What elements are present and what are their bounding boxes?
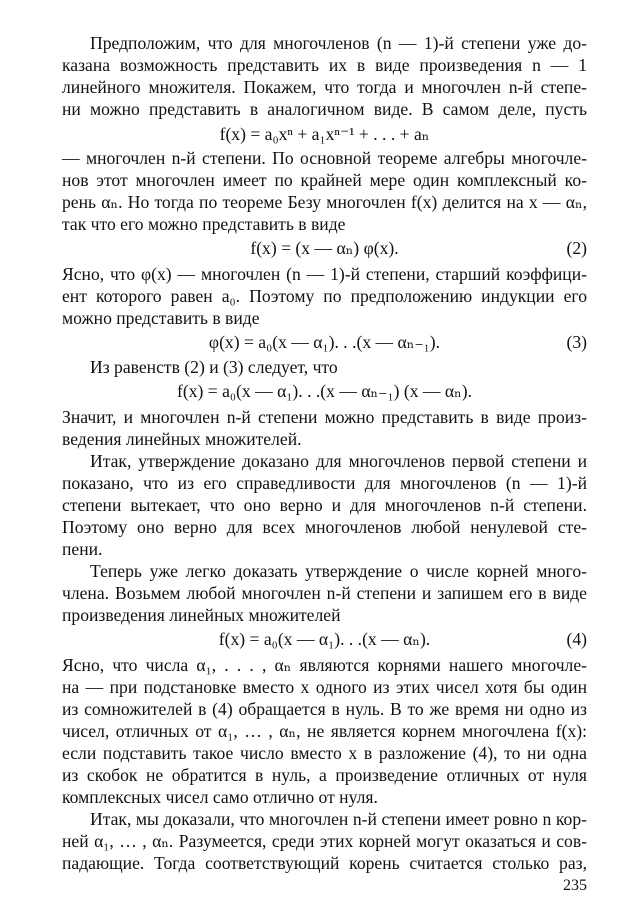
formula-polynomial: f(x) = a₀xⁿ + a₁xⁿ⁻¹ + . . . + aₙ — [219, 124, 430, 144]
text-line: чисел, отличных от α₁, … , αₙ, не является корнем многочлена f(x): — [62, 721, 587, 741]
text-line: комплексных чисел само отлично от нуля. — [62, 787, 378, 807]
text-line: Ясно, что числа α₁, . . . , αₙ являются корнями нашего многочле- — [62, 655, 587, 675]
text-line: Поэтому оно верно для всех многочленов любой ненулевой сте- — [62, 517, 587, 537]
text-line: ни можно представить в аналогичном виде. В самом деле, пусть — [62, 99, 587, 119]
text-line: Ясно, что φ(x) — многочлен (n — 1)-й степени, старший коэффици- — [62, 264, 587, 284]
formula-3: φ(x) = a₀(x — α₁). . .(x — αₙ₋₁). — [208, 332, 441, 352]
formula-product: f(x) = a₀(x — α₁). . .(x — αₙ₋₁) (x — αₙ). — [177, 381, 472, 401]
text-line: — многочлен n-й степени. По основной теореме алгебры многочле- — [62, 148, 587, 168]
text-line: ведения линейных множителей. — [62, 429, 302, 449]
text-line: Из равенств (2) и (3) следует, что — [90, 357, 338, 377]
equation-number-2: (2) — [566, 238, 587, 258]
text-line: Значит, и многочлен n-й степени можно представить в виде произ- — [62, 407, 587, 427]
text-line: из скобок не обратится в нуль, а произведение отличных от нуля — [62, 765, 587, 785]
text-line: Итак, мы доказали, что многочлен n-й степени имеет ровно n кор- — [90, 809, 587, 829]
text-line: нов этот многочлен имеет по крайней мере один комплексный ко- — [62, 170, 587, 190]
page-number: 235 — [563, 877, 587, 894]
formula-4: f(x) = a₀(x — α₁). . .(x — αₙ). — [218, 629, 431, 649]
text-line: Предположим, что для многочленов (n — 1)-й степени уже до- — [90, 33, 587, 53]
text-line: если подставить такое число вместо x в разложение (4), то ни одна — [62, 743, 587, 763]
text-line: из сомножителей в (4) обращается в нуль. В то же время ни одно из — [62, 699, 587, 719]
text-line: пени. — [62, 539, 103, 559]
equation-number-3: (3) — [566, 332, 587, 352]
text-line: так что его можно представить в виде — [62, 214, 346, 234]
formula-2: f(x) = (x — αₙ) φ(x). — [250, 238, 399, 258]
text-line: Теперь уже легко доказать утверждение о числе корней много- — [90, 561, 587, 581]
equation-number-4: (4) — [566, 629, 587, 649]
text-line: можно представить в виде — [62, 308, 260, 328]
text-line: показано, что из его справедливости для многочленов (n — 1)-й — [62, 473, 587, 493]
text-line: падающие. Тогда соответствующий корень считается столько раз, — [62, 853, 587, 873]
text-line: Итак, утверждение доказано для многочленов первой степени и — [90, 451, 587, 471]
text-line: ент которого равен a₀. Поэтому по предположению индукции его — [62, 286, 587, 306]
text-line: казана возможность представить их в виде произведения n — 1 — [62, 55, 587, 75]
text-line: линейного множителя. Покажем, что тогда и многочлен n-й степе- — [62, 77, 587, 97]
text-line: члена. Возьмем любой многочлен n-й степени и запишем его в виде — [62, 583, 587, 603]
text-line: ней α₁, … , αₙ. Разумеется, среди этих корней могут оказаться и сов- — [62, 831, 587, 851]
text-line: рень αₙ. Но тогда по теореме Безу многочлен f(x) делится на x — αₙ, — [62, 192, 587, 212]
text-line: степени вытекает, что оно верно и для многочленов n-й степени. — [62, 495, 587, 515]
text-line: произведения линейных множителей — [62, 605, 341, 625]
text-line: на — при подстановке вместо x одного из этих чисел хотя бы один — [62, 677, 587, 697]
